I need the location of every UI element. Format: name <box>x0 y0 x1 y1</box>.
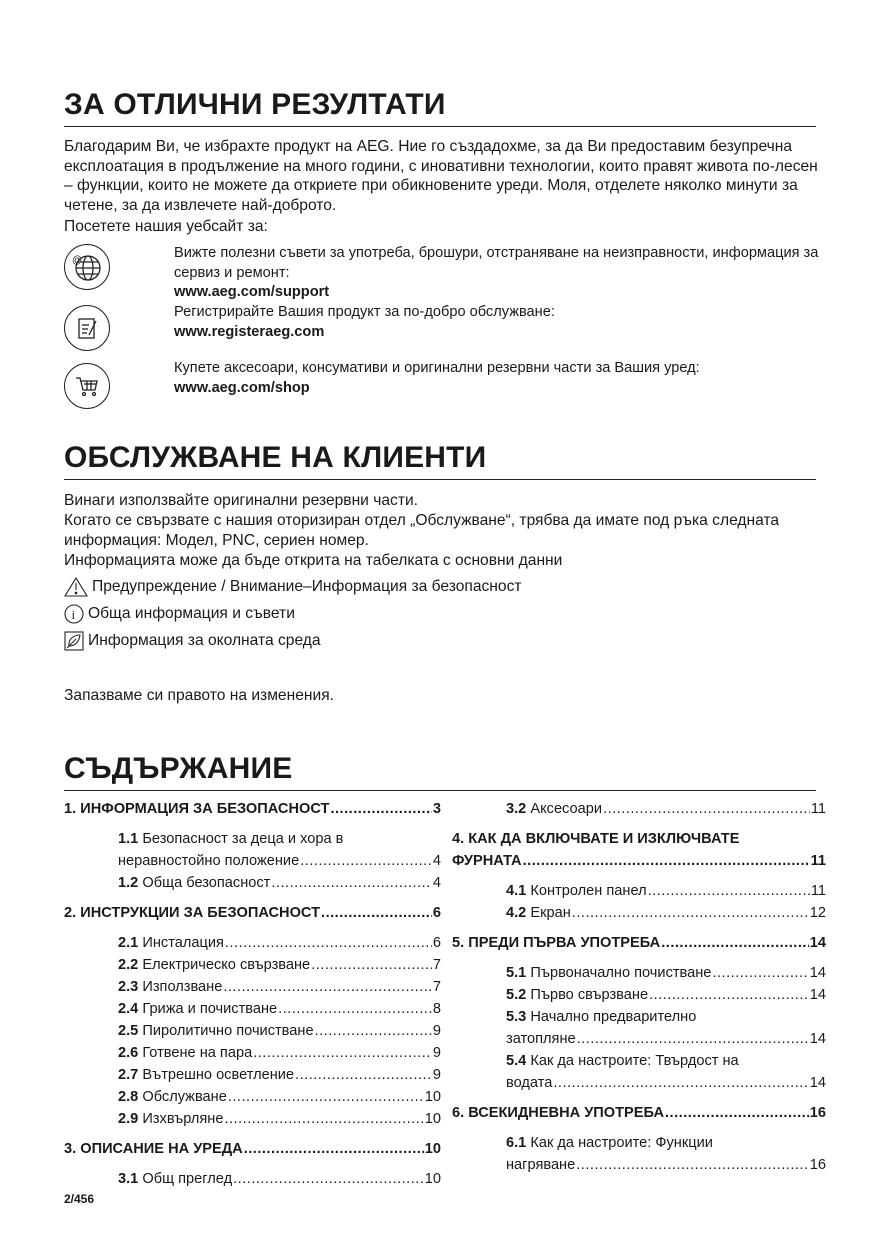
toc-entry-number: 5.3 <box>506 1009 527 1025</box>
toc-entry[interactable] <box>452 828 826 872</box>
legend-info <box>64 604 295 624</box>
service-support <box>64 244 824 304</box>
toc-entry-number: 1.2 <box>118 875 139 891</box>
leader-dots <box>321 902 432 924</box>
toc-entry-page: 16 <box>809 1157 826 1173</box>
toc-entry-title: Първоначално почистване <box>530 965 712 981</box>
toc-entry-page: 4 <box>432 853 441 869</box>
leader-dots <box>577 1028 809 1050</box>
leader-dots <box>253 1042 432 1064</box>
toc-entry-number: 2.5 <box>118 1023 139 1039</box>
intro-text: Благодарим Ви, че избрахте продукт на AEG. Ние го създадохме, за да Ви предоставим безупречна експлоатация в продължение на много години, с иновативни технологии, които правят живота по-лесен – функции, които не можете да откриете при обикновените уреди. Моля, отделете няколко минути за четене, за да извлечете най-доброто. <box>64 138 818 214</box>
toc-entry-title-end: водата <box>506 1075 553 1091</box>
toc-entry[interactable] <box>64 1064 441 1086</box>
toc-entry[interactable] <box>64 872 441 894</box>
toc-entry-number: 4.1 <box>506 883 527 899</box>
leader-dots <box>315 1020 432 1042</box>
toc-entry-title-start: Как да настроите: Функции <box>530 1135 713 1151</box>
heading-service: ОБСЛУЖВАНЕ НА КЛИЕНТИ <box>64 441 816 480</box>
toc-entry-title: Общ преглед <box>142 1171 233 1187</box>
leader-dots <box>228 1086 424 1108</box>
toc-entry-page: 11 <box>810 853 826 869</box>
toc-entry-title: Готвене на пара <box>142 1045 253 1061</box>
toc-entry[interactable] <box>64 1108 441 1130</box>
heading-results: ЗА ОТЛИЧНИ РЕЗУЛТАТИ <box>64 88 816 127</box>
leader-dots <box>576 1154 809 1176</box>
toc-entry-number: 1.1 <box>118 831 139 847</box>
toc-entry-title-start: Начално предварително <box>530 1009 697 1025</box>
toc-entry-title: 6. ВСЕКИДНЕВНА УПОТРЕБА <box>452 1105 664 1121</box>
toc-entry-title-end: нагряване <box>506 1157 576 1173</box>
leader-dots <box>572 902 809 924</box>
toc-entry-page: 6 <box>432 905 441 921</box>
shop-link[interactable]: www.aeg.com/shop <box>174 379 310 396</box>
toc-entry-number: 5.2 <box>506 987 527 1003</box>
toc-entry-page: 4 <box>432 875 441 891</box>
globe-icon <box>64 244 110 290</box>
leader-dots <box>244 1138 424 1160</box>
toc-entry[interactable] <box>64 828 441 872</box>
toc-entry-title: 1. ИНФОРМАЦИЯ ЗА БЕЗОПАСНОСТ <box>64 801 330 817</box>
toc-entry-title-start: Безопасност за деца и хора в <box>142 831 344 847</box>
visit-text: Посетете нашия уебсайт за: <box>64 218 268 235</box>
toc-entry-number: 2.6 <box>118 1045 139 1061</box>
toc-entry-page: 9 <box>432 1023 441 1039</box>
svg-text:@: @ <box>72 255 83 266</box>
toc-entry-title: Обща безопасност <box>142 875 271 891</box>
toc-entry-number: 2.1 <box>118 935 139 951</box>
toc-right-column <box>452 798 826 1176</box>
reserve-text: Запазваме си правото на изменения. <box>64 687 334 704</box>
toc-entry-page: 14 <box>809 1031 826 1047</box>
leaf-icon <box>64 631 84 651</box>
toc-entry[interactable] <box>64 1168 441 1190</box>
toc-entry[interactable] <box>64 954 441 976</box>
toc-entry-page: 6 <box>432 935 441 951</box>
toc-entry-page: 11 <box>810 883 826 899</box>
cart-icon <box>64 363 110 409</box>
toc-entry-title-start: 4. КАК ДА ВКЛЮЧВАТЕ И ИЗКЛЮЧВАТЕ <box>452 831 740 847</box>
toc-entry[interactable] <box>452 962 826 984</box>
toc-entry-title-end: неравностойно положение <box>118 853 300 869</box>
toc-entry[interactable] <box>452 1050 826 1094</box>
info-icon <box>64 604 84 624</box>
toc-entry-title: Контролен панел <box>530 883 647 899</box>
toc-entry-number: 3.1 <box>118 1171 139 1187</box>
register-icon <box>64 305 110 351</box>
toc-entry-page: 14 <box>809 965 826 981</box>
register-link[interactable]: www.registeraeg.com <box>174 323 325 340</box>
toc-entry-number: 4.2 <box>506 905 527 921</box>
toc-entry-title: 5. ПРЕДИ ПЪРВА УПОТРЕБА <box>452 935 661 951</box>
toc-entry-title: Използване <box>142 979 223 995</box>
toc-entry-title: Пиролитично почистване <box>142 1023 314 1039</box>
toc-entry-title: Инсталация <box>142 935 224 951</box>
toc-entry-number: 6.1 <box>506 1135 527 1151</box>
toc-entry-page: 7 <box>432 957 441 973</box>
leader-dots <box>295 1064 432 1086</box>
toc-entry-page: 11 <box>810 801 826 817</box>
toc-entry[interactable] <box>64 1020 441 1042</box>
toc-entry-page: 9 <box>432 1067 441 1083</box>
toc-entry-title-end: затопляне <box>506 1031 576 1047</box>
toc-entry-page: 14 <box>809 935 826 951</box>
leader-dots <box>661 932 809 954</box>
toc-entry-title: 2. ИНСТРУКЦИИ ЗА БЕЗОПАСНОСТ <box>64 905 321 921</box>
leader-dots <box>224 1108 423 1130</box>
toc-entry-page: 10 <box>424 1141 441 1157</box>
toc-entry-page: 7 <box>432 979 441 995</box>
toc-entry-title: Обслужване <box>142 1089 227 1105</box>
toc-entry[interactable] <box>64 902 441 924</box>
legend-warning <box>64 577 522 597</box>
leader-dots <box>712 962 808 984</box>
support-text: Вижте полезни съвети за употреба, брошури, отстраняване на неизправности, информация за сервиз и ремонт: <box>174 245 819 281</box>
legend-warning-text: Предупреждение / Внимание–Информация за безопасност <box>92 578 522 595</box>
toc-entry-title: Екран <box>530 905 571 921</box>
toc-entry-page: 16 <box>809 1105 826 1121</box>
toc-entry-number: 2.3 <box>118 979 139 995</box>
toc-entry-number: 2.9 <box>118 1111 139 1127</box>
leader-dots <box>225 932 432 954</box>
toc-entry-title: Аксесоари <box>530 801 603 817</box>
leader-dots <box>300 850 432 872</box>
warning-icon <box>64 577 88 597</box>
leader-dots <box>649 984 809 1006</box>
toc-entry-number: 2.4 <box>118 1001 139 1017</box>
toc-entry[interactable] <box>452 880 826 902</box>
toc-entry-page: 8 <box>432 1001 441 1017</box>
leader-dots <box>223 976 432 998</box>
toc-left-column <box>64 798 441 1190</box>
page-number: 2/456 <box>64 1192 95 1206</box>
toc-entry-page: 10 <box>424 1111 441 1127</box>
toc-entry-number: 2.8 <box>118 1089 139 1105</box>
leader-dots <box>665 1102 809 1124</box>
leader-dots <box>278 998 432 1020</box>
register-text: Регистрирайте Вашия продукт за по-добро обслужване: <box>174 304 555 320</box>
leader-dots <box>233 1168 424 1190</box>
leader-dots <box>648 880 810 902</box>
toc-entry-title: Вътрешно осветление <box>142 1067 295 1083</box>
toc-entry-title: Електрическо свързване <box>142 957 311 973</box>
leader-dots <box>311 954 432 976</box>
toc-entry-number: 2.7 <box>118 1067 139 1083</box>
toc-entry[interactable] <box>452 1102 826 1124</box>
legend-environment <box>64 631 321 651</box>
toc-entry-number: 5.1 <box>506 965 527 981</box>
toc-entry-page: 14 <box>809 987 826 1003</box>
toc-entry[interactable] <box>64 1138 441 1160</box>
leader-dots <box>523 850 810 872</box>
toc-entry-page: 9 <box>432 1045 441 1061</box>
toc-entry[interactable] <box>452 798 826 820</box>
toc-entry-page: 10 <box>424 1089 441 1105</box>
leader-dots <box>330 798 431 820</box>
svg-text:i: i <box>71 607 76 622</box>
toc-entry-title: Първо свързване <box>530 987 649 1003</box>
service-line-3: Информацията може да бъде открита на табелката с основни данни <box>64 552 563 569</box>
leader-dots <box>603 798 810 820</box>
service-line-1: Винаги използвайте оригинални резервни части. <box>64 492 419 509</box>
toc-entry[interactable] <box>452 1006 826 1050</box>
service-line-2: Когато се свързвате с нашия оторизиран отдел „Обслужване“, трябва да имате под ръка следната информация: Модел, PNC, сериен номер. <box>64 512 780 549</box>
toc-entry[interactable] <box>452 984 826 1006</box>
toc-entry-title-start: Как да настроите: Твърдост на <box>530 1053 739 1069</box>
toc-entry-page: 10 <box>424 1171 441 1187</box>
toc-entry[interactable] <box>452 1132 826 1176</box>
legend-environment-text: Информация за околната среда <box>88 632 321 649</box>
toc-entry[interactable] <box>452 902 826 924</box>
toc-entry-number: 2.2 <box>118 957 139 973</box>
toc-entry-page: 12 <box>809 905 826 921</box>
support-link[interactable]: www.aeg.com/support <box>174 284 330 300</box>
shop-text: Купете аксесоари, консумативи и оригинални резервни части за Вашия уред: <box>174 360 700 376</box>
toc-entry[interactable] <box>64 932 441 954</box>
toc-entry[interactable] <box>64 798 441 820</box>
toc-entry-title: Грижа и почистване <box>142 1001 278 1017</box>
toc-entry-title-end: ФУРНАТА <box>452 853 522 869</box>
toc-entry[interactable] <box>64 976 441 998</box>
leader-dots <box>553 1072 808 1094</box>
toc-entry-page: 14 <box>809 1075 826 1091</box>
toc-entry-number: 5.4 <box>506 1053 527 1069</box>
toc-entry-title: Изхвърляне <box>142 1111 224 1127</box>
toc-entry-page: 3 <box>432 801 441 817</box>
toc-entry-number: 3.2 <box>506 801 527 817</box>
toc-entry[interactable] <box>452 932 826 954</box>
toc-entry[interactable] <box>64 998 441 1020</box>
toc-entry-title: 3. ОПИСАНИЕ НА УРЕДА <box>64 1141 243 1157</box>
heading-toc: СЪДЪРЖАНИЕ <box>64 752 816 791</box>
legend-info-text: Обща информация и съвети <box>88 605 295 622</box>
leader-dots <box>271 872 432 894</box>
toc-entry[interactable] <box>64 1042 441 1064</box>
toc-entry[interactable] <box>64 1086 441 1108</box>
